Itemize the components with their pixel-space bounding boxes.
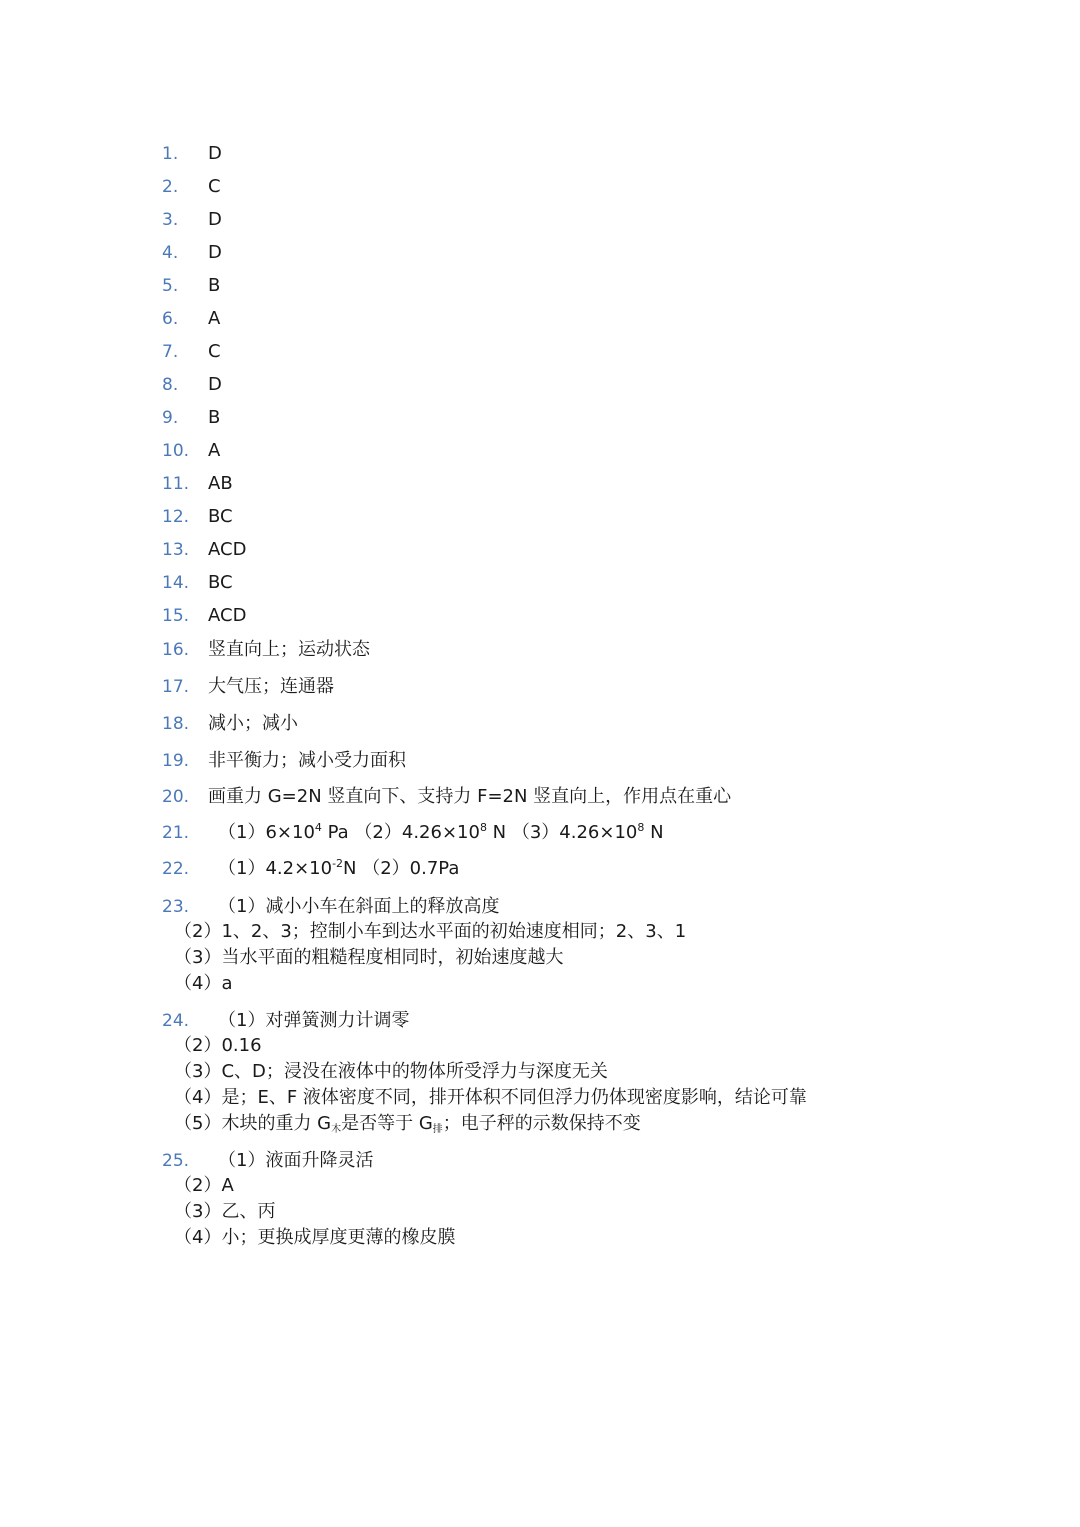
question-number: 14. xyxy=(162,573,190,593)
answer-text: 画重力 G=2N 竖直向下、支持力 F=2N 竖直向上，作用点在重心 xyxy=(208,786,732,807)
answer-text: C xyxy=(208,176,221,197)
question-number: 9. xyxy=(162,408,179,428)
question-number: 23. xyxy=(162,897,190,917)
answer-text: ACD xyxy=(208,539,247,560)
answer-subline: （2）A xyxy=(174,1175,234,1196)
answer-text: $(1)6\times 10^4$ Pa $(2)4.26\times 10^8$ N $(3)4.26\times 10^8$ N xyxy=(218,821,664,843)
question-number: 24. xyxy=(162,1011,190,1031)
answer-text: （1）减小小车在斜面上的释放高度 xyxy=(218,896,500,917)
answer-text: B xyxy=(208,275,221,296)
question-number: 17. xyxy=(162,677,190,697)
question-number: 4. xyxy=(162,243,179,263)
answer-text: AB xyxy=(208,473,233,494)
answer-text: BC xyxy=(208,572,233,593)
question-number: 21. xyxy=(162,823,190,843)
answer-text: BC xyxy=(208,506,233,527)
answer-text: 竖直向上；运动状态 xyxy=(208,639,370,660)
answer-text: D xyxy=(208,209,222,230)
answer-subline: （2）1、2、3；控制小车到达水平面的初始速度相同；2、3、1 xyxy=(174,921,687,942)
question-number: 1. xyxy=(162,144,179,164)
answer-text: D xyxy=(208,242,222,263)
question-number: 19. xyxy=(162,751,190,771)
question-number: 18. xyxy=(162,714,190,734)
answer-text: D xyxy=(208,374,222,395)
answer-subline: （4）是；E、F 液体密度不同，排开体积不同但浮力仍体现密度影响，结论可靠 xyxy=(174,1087,807,1108)
answer-text: （1）液面升降灵活 xyxy=(218,1150,374,1171)
answer-subline: （4）小；更换成厚度更薄的橡皮膜 xyxy=(174,1227,456,1248)
question-number: 12. xyxy=(162,507,190,527)
answer-subline: （5）木块的重力 G木是否等于 G排；电子秤的示数保持不变 xyxy=(174,1113,641,1135)
answer-subline: （4）a xyxy=(174,973,233,994)
question-number: 3. xyxy=(162,210,179,230)
answer-text: 减小；减小 xyxy=(208,713,298,734)
answer-text: D xyxy=(208,143,222,164)
question-number: 16. xyxy=(162,640,190,660)
answer-text: C xyxy=(208,341,221,362)
question-number: 13. xyxy=(162,540,190,560)
answer-text: ACD xyxy=(208,605,247,626)
question-number: 8. xyxy=(162,375,179,395)
answer-text: （1）对弹簧测力计调零 xyxy=(218,1010,410,1031)
question-number: 10. xyxy=(162,441,190,461)
question-number: 7. xyxy=(162,342,179,362)
answer-text: A xyxy=(208,440,221,461)
answer-subline: （3）C、D；浸没在液体中的物体所受浮力与深度无关 xyxy=(174,1061,608,1082)
question-number: 6. xyxy=(162,309,179,329)
answer-subline: （2）0.16 xyxy=(174,1035,262,1056)
answer-text: B xyxy=(208,407,221,428)
answer-subline: （3）乙、丙 xyxy=(174,1201,276,1222)
question-number: 11. xyxy=(162,474,190,494)
answer-text: A xyxy=(208,308,221,329)
question-number: 2. xyxy=(162,177,179,197)
question-number: 15. xyxy=(162,606,190,626)
question-number: 25. xyxy=(162,1151,190,1171)
question-number: 22. xyxy=(162,859,190,879)
answer-subline: （3）当水平面的粗糙程度相同时，初始速度越大 xyxy=(174,947,564,968)
answer-text: 非平衡力；减小受力面积 xyxy=(208,750,406,771)
question-number: 5. xyxy=(162,276,179,296)
answer-text: $(1)4.2\times 10^{-2}N$ （2）0.7Pa xyxy=(218,857,460,879)
answer-text: 大气压；连通器 xyxy=(208,676,334,697)
question-number: 20. xyxy=(162,787,190,807)
